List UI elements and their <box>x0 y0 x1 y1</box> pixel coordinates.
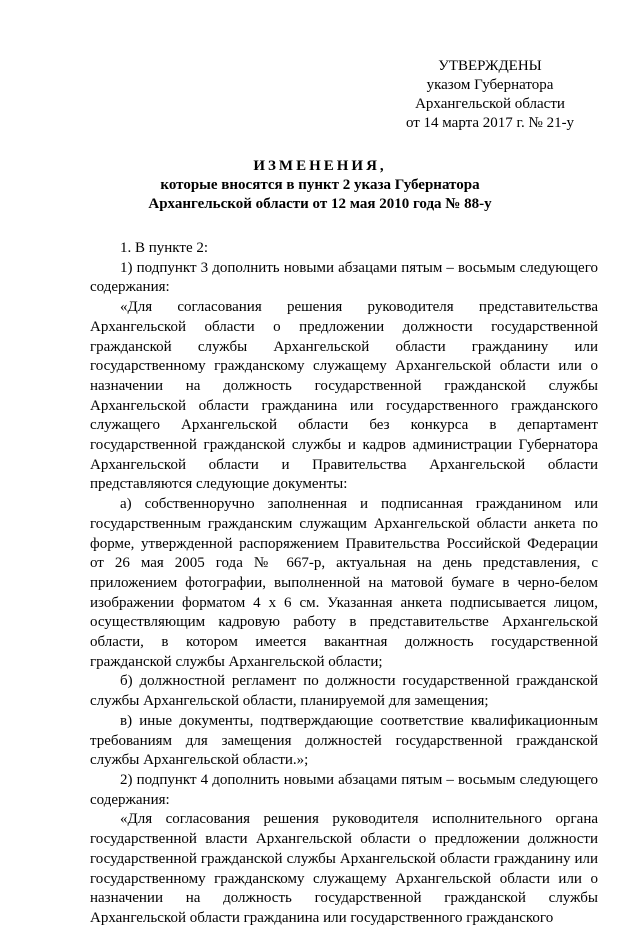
paragraph-3: «Для согласования решения руководителя представительства Архангельской области о предложении должности государственной гражданской службы Архангельской области гражданину или государственному гражданскому служащему Архангельской области или о назначении на должность государственной гражданской службы Архангельской области гражданина или государственного гражданского служащего Архангельской области без конкурса в департамент государственной гражданской службы и кадров администрации Губернатора Архангельской области и Правительства Архангельской области представляются следующие документы: <box>90 299 598 493</box>
paragraph-1: 1. В пункте 2: <box>120 240 209 256</box>
approval-line-4: от 14 марта 2017 г. № 21-у <box>405 115 575 131</box>
approval-line-3: Архангельской области <box>415 96 565 112</box>
paragraph-2: 1) подпункт 3 дополнить новыми абзацами пятым – восьмым следующего содержания: <box>90 259 598 296</box>
paragraph-8: «Для согласования решения руководителя исполнительного органа государственной власти Архангельской области о предложении должности государственной гражданской службы Архангельской области гражданину или государственному гражданскому служащему Архангельской области или о назначении на должность государственной гражданской службы Архангельской области гражданина или государственного гражданского <box>90 811 598 926</box>
document-body <box>90 239 598 929</box>
paragraph-7: 2) подпункт 4 дополнить новыми абзацами пятым – восьмым следующего содержания: <box>90 771 598 808</box>
title-line-2: которые вносятся в пункт 2 указа Губернатора <box>160 177 480 193</box>
approval-line-2: указом Губернатора <box>426 77 554 93</box>
approval-line-1: УТВЕРЖДЕНЫ <box>438 58 542 74</box>
paragraph-5: б) должностной регламент по должности государственной гражданской службы Архангельской области, планируемой для замещения; <box>90 673 598 710</box>
title-line-3: Архангельской области от 12 мая 2010 года № 88-у <box>148 196 492 212</box>
document-title <box>80 157 560 214</box>
paragraph-6: в) иные документы, подтверждающие соответствие квалификационным требованиям для замещения должностей государственной гражданской службы Архангельской области.»; <box>90 712 598 769</box>
approval-stamp <box>390 57 590 133</box>
title-heading: ИЗМЕНЕНИЯ, <box>253 158 387 174</box>
paragraph-4: а) собственноручно заполненная и подписанная гражданином или государственным гражданским служащим Архангельской области анкета по форме, утвержденной распоряжением Правительства Российской Федерации от 26 мая 2005 года № 667-р, актуальная на день представления, с приложением фотографии, выполненной на матовой бумаге в черно-белом изображении форматом 4 х 6 см. Указанная анкета подписывается лицом, осуществляющим кадровую работу в представительстве Архангельской области, в котором имеется вакантная должность государственной гражданской службы Архангельской области; <box>90 496 598 670</box>
